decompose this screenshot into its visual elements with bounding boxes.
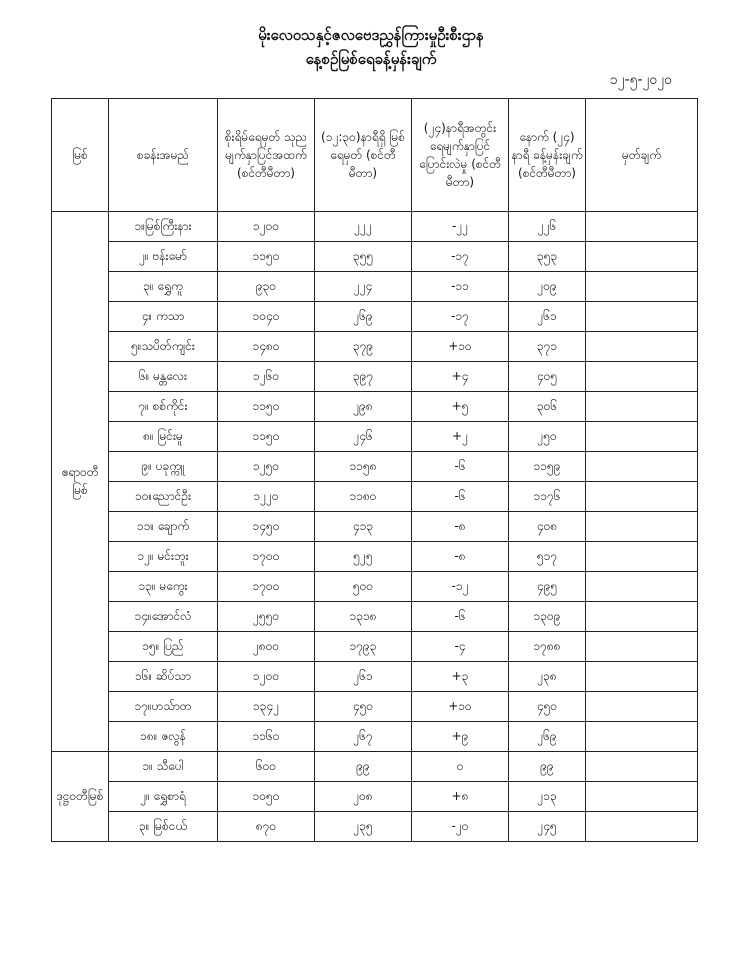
danger-level-cell: ၁၀၄၀ [218,302,315,332]
header-forecast: နောက် (၂၄) နာရီ ခန့်မှန်းချက် (စင်တီမီတာ) [509,99,586,212]
current-level-cell: ၁၁၅၈ [315,452,412,482]
table-row [52,572,698,602]
current-level-cell: ၁၇၉၃ [315,632,412,662]
forecast-cell: ၂၄၅ [509,812,586,842]
table-row [52,392,698,422]
current-level-cell: ၂၆၉ [315,302,412,332]
current-level-cell: ၃၇၉ [315,332,412,362]
change-cell: -၂၀ [412,812,509,842]
danger-level-cell: ၁၄၈၀ [218,332,315,362]
station-cell: ၄။ ကသာ [109,302,218,332]
change-cell: -၁၂ [412,572,509,602]
current-level-cell: ၃၉၇ [315,362,412,392]
station-cell: ၃။ ရွှေကူ [109,272,218,302]
table-row [52,362,698,392]
river-name-cell: ဒုဋ္ဌဝတီမြစ် [52,752,109,842]
danger-level-cell: ၁၃၄၂ [218,692,315,722]
change-cell: -၄ [412,632,509,662]
remark-cell [586,692,698,722]
danger-level-cell: ၁၁၆၀ [218,722,315,752]
remark-cell [586,722,698,752]
table-row [52,242,698,272]
remark-cell [586,602,698,632]
river-name-cell: ဧရာဝတီမြစ် [52,212,109,752]
change-cell: -၆ [412,482,509,512]
current-level-cell: ၂၀၈ [315,782,412,812]
header-24h-change: (၂၄)နာရီအတွင်း ရေမျက်နှာပြင် ပြောင်းလဲမှု (စင်တီမီတာ) [412,99,509,212]
station-cell: ၉။ ပခုက္ကူ [109,452,218,482]
station-cell: ၆။ မန္တလေး [109,362,218,392]
forecast-cell: ၄၀၈ [509,512,586,542]
danger-level-cell: ၁၁၅၀ [218,392,315,422]
station-cell: ၇။ စစ်ကိုင်း [109,392,218,422]
station-cell: ၁၅။ ပြည် [109,632,218,662]
forecast-cell: ၃၇၁ [509,332,586,362]
river-level-table [51,98,698,842]
remark-cell [586,272,698,302]
change-cell: +၈ [412,782,509,812]
remark-cell [586,482,698,512]
forecast-cell: ၁၇၈၈ [509,632,586,662]
forecast-cell: ၁၃၀၉ [509,602,586,632]
current-level-cell: ၁၁၈၀ [315,482,412,512]
change-cell: +၉ [412,722,509,752]
danger-level-cell: ၁၁၅၀ [218,242,315,272]
table-row [52,542,698,572]
change-cell: +၄ [412,362,509,392]
forecast-cell: ၃၅၃ [509,242,586,272]
change-cell: +၂ [412,422,509,452]
station-cell: ၁၃။ မကွေး [109,572,218,602]
current-level-cell: ၄၁၃ [315,512,412,542]
table-row [52,422,698,452]
forecast-cell: ၂၆၁ [509,302,586,332]
forecast-cell: ၂၁၃ [509,782,586,812]
station-cell: ၁၆။ ဆိပ်သာ [109,662,218,692]
danger-level-cell: ၈၇၀ [218,812,315,842]
danger-level-cell: ၁၂၂၀ [218,482,315,512]
forecast-cell: ၂၃၈ [509,662,586,692]
forecast-cell: ၂၂၆ [509,212,586,242]
danger-level-cell: ၁၇၀၀ [218,542,315,572]
remark-cell [586,302,698,332]
header-station: စခန်းအမည် [109,99,218,212]
danger-level-cell: ၂၅၅၀ [218,602,315,632]
table-row [52,332,698,362]
current-level-cell: ၂၆၁ [315,662,412,692]
station-cell: ၈။ မြင်းမူ [109,422,218,452]
current-level-cell: ၂၉၈ [315,392,412,422]
station-cell: ၁၈။ ဇလွန် [109,722,218,752]
remark-cell [586,812,698,842]
report-date: ၁၂-၅-၂၀၂၀ [609,72,672,88]
danger-level-cell: ၁၂၆၀ [218,362,315,392]
change-cell: -၈ [412,512,509,542]
station-cell: ၅။သပိတ်ကျင်း [109,332,218,362]
station-cell: ၂။ ဗန်းမော် [109,242,218,272]
remark-cell [586,392,698,422]
change-cell: -၁၇ [412,302,509,332]
header-danger-level: စိုးရိမ်ရေမှတ် သုညမျက်နှာပြင်အထက် (စင်တီမီတာ) [218,99,315,212]
current-level-cell: ၅၂၅ [315,542,412,572]
header-current-level: (၁၂:၃၀)နာရီရှိ မြစ်ရေမှတ် (စင်တီမီတာ) [315,99,412,212]
table-row [52,602,698,632]
change-cell: -၈ [412,542,509,572]
current-level-cell: ၂၄၆ [315,422,412,452]
station-cell: ၁။မြစ်ကြီးနား [109,212,218,242]
change-cell: ၀ [412,752,509,782]
current-level-cell: ၅၀၀ [315,572,412,602]
table-row [52,722,698,752]
table-row [52,482,698,512]
report-title: မိုးလေဝသနှင့်ဇလဗေဒညွှန်ကြားမှုဦးစီးဌာန [258,26,484,44]
change-cell: -၆ [412,452,509,482]
table-row [52,752,698,782]
change-cell: -၁၇ [412,242,509,272]
table-header-row [52,99,698,212]
forecast-cell: ၂၀၉ [509,272,586,302]
danger-level-cell: ၆၀၀ [218,752,315,782]
forecast-cell: ၄၅၀ [509,692,586,722]
forecast-cell: ၉၉ [509,752,586,782]
forecast-cell: ၁၁၅၉ [509,452,586,482]
danger-level-cell: ၁၂၀၀ [218,662,315,692]
remark-cell [586,212,698,242]
remark-cell [586,362,698,392]
remark-cell [586,422,698,452]
remark-cell [586,542,698,572]
forecast-cell: ၁၁၇၆ [509,482,586,512]
change-cell: +၅ [412,392,509,422]
table-row [52,632,698,662]
danger-level-cell: ၉၃၀ [218,272,315,302]
forecast-cell: ၂၆၉ [509,722,586,752]
change-cell: +၃ [412,662,509,692]
remark-cell [586,452,698,482]
station-cell: ၂။ ရွှေစာရံ [109,782,218,812]
forecast-cell: ၅၁၇ [509,542,586,572]
table-row [52,512,698,542]
current-level-cell: ၂၃၅ [315,812,412,842]
remark-cell [586,632,698,662]
table-row [52,272,698,302]
remark-cell [586,662,698,692]
forecast-cell: ၄၉၅ [509,572,586,602]
danger-level-cell: ၂၈၀၀ [218,632,315,662]
report-subtitle: နေ့စဉ်မြစ်ရေခန့်မှန်းချက် [305,50,437,68]
station-cell: ၁။ သီပေါ [109,752,218,782]
danger-level-cell: ၁၄၅၀ [218,512,315,542]
remark-cell [586,782,698,812]
table-row [52,662,698,692]
station-cell: ၃။ မြစ်ငယ် [109,812,218,842]
current-level-cell: ၄၅၀ [315,692,412,722]
table-row [52,302,698,332]
remark-cell [586,752,698,782]
header-remarks: မှတ်ချက် [586,99,698,212]
danger-level-cell: ၁၂၀၀ [218,212,315,242]
current-level-cell: ၂၂၄ [315,272,412,302]
danger-level-cell: ၁၂၅၀ [218,452,315,482]
forecast-cell: ၃၀၆ [509,392,586,422]
current-level-cell: ၂၂၂ [315,212,412,242]
table-row [52,692,698,722]
current-level-cell: ၉၉ [315,752,412,782]
forecast-cell: ၄၀၅ [509,362,586,392]
change-cell: -၆ [412,602,509,632]
danger-level-cell: ၁၀၅၀ [218,782,315,812]
table-row [52,812,698,842]
remark-cell [586,512,698,542]
table-row [52,452,698,482]
danger-level-cell: ၁၁၅၀ [218,422,315,452]
change-cell: -၂၂ [412,212,509,242]
change-cell: +၁၀ [412,332,509,362]
current-level-cell: ၃၅၅ [315,242,412,272]
station-cell: ၁၇။ဟသ်ာတ [109,692,218,722]
remark-cell [586,332,698,362]
forecast-cell: ၂၅၀ [509,422,586,452]
change-cell: +၁၀ [412,692,509,722]
remark-cell [586,572,698,602]
remark-cell [586,242,698,272]
table-row [52,782,698,812]
header-river: မြစ် [52,99,109,212]
station-cell: ၁၄။အောင်လံ [109,602,218,632]
table-row [52,212,698,242]
station-cell: ၁၀။ညောင်ဦး [109,482,218,512]
current-level-cell: ၁၃၁၈ [315,602,412,632]
change-cell: -၁၁ [412,272,509,302]
station-cell: ၁၂။ မင်းဘူး [109,542,218,572]
current-level-cell: ၂၆၇ [315,722,412,752]
station-cell: ၁၁။ ချောက် [109,512,218,542]
danger-level-cell: ၁၇၀၀ [218,572,315,602]
